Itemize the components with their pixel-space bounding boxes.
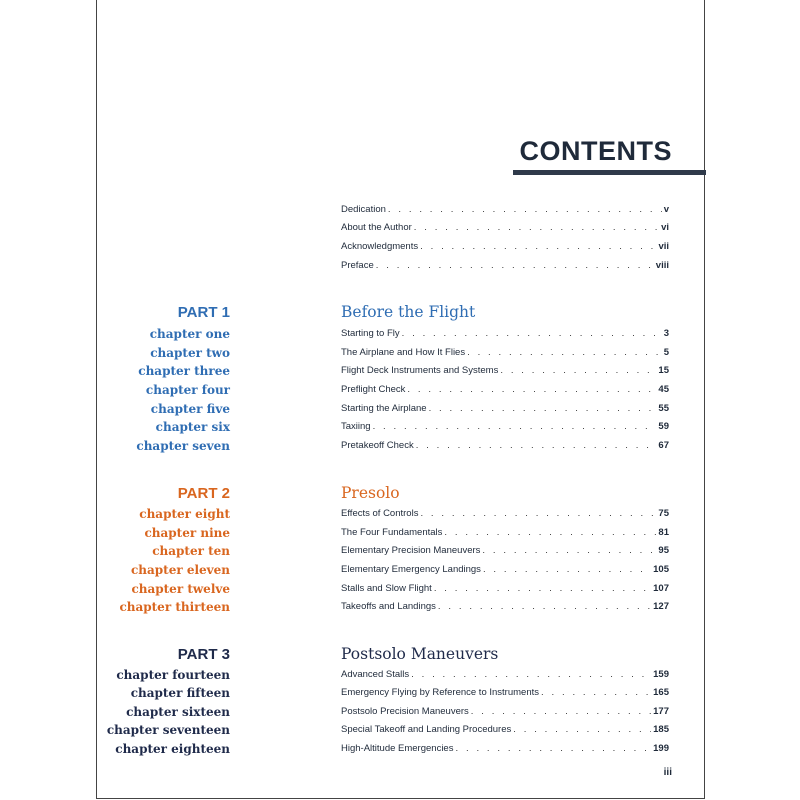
page-title: CONTENTS	[519, 136, 672, 166]
chapter-label: chapter eleven	[130, 563, 230, 577]
toc-entry-label: Preface	[341, 260, 374, 271]
dot-leader	[438, 601, 651, 612]
toc-page-number: 5	[663, 347, 669, 358]
toc-entry-label: Starting to Fly	[341, 328, 400, 339]
toc-entry-chapter	[341, 403, 669, 421]
chapter-label: chapter three	[138, 364, 230, 378]
toc-entry-chapter	[341, 564, 669, 582]
toc-entry-chapter	[341, 687, 669, 705]
dot-leader	[416, 440, 657, 451]
toc-page-number: 67	[658, 440, 669, 451]
toc-entry-chapter	[341, 384, 669, 402]
toc-page-number: vi	[661, 222, 669, 233]
dot-leader	[420, 508, 656, 519]
dot-leader	[455, 743, 651, 754]
toc-page-number: 95	[658, 545, 669, 556]
chapter-label: chapter five	[150, 402, 230, 416]
toc-page-number: 15	[658, 365, 669, 376]
chapter-label: chapter four	[145, 383, 230, 397]
toc-page-number: 55	[658, 403, 669, 414]
toc-entry-chapter	[341, 527, 669, 545]
toc-page-number: 105	[653, 564, 669, 575]
dot-leader	[513, 724, 651, 735]
dot-leader	[483, 564, 651, 575]
toc-entry-chapter	[341, 583, 669, 601]
dot-leader	[407, 384, 656, 395]
toc-page-number: 107	[653, 583, 669, 594]
dot-leader	[500, 365, 656, 376]
dot-leader	[482, 545, 656, 556]
toc-entry-chapter	[341, 724, 669, 742]
dot-leader	[376, 260, 654, 271]
dot-leader	[420, 241, 656, 252]
chapter-label: chapter fifteen	[130, 686, 230, 700]
toc-entry-label: About the Author	[341, 222, 412, 233]
chapter-label: chapter one	[149, 327, 230, 341]
toc-entry-label: Pretakeoff Check	[341, 440, 414, 451]
book-page	[96, 0, 705, 799]
toc-entry-label: Elementary Emergency Landings	[341, 564, 481, 575]
toc-entry-chapter	[341, 347, 669, 365]
toc-entry-label: Takeoffs and Landings	[341, 601, 436, 612]
title-underline	[513, 170, 706, 175]
toc-entry-dedication	[341, 204, 669, 222]
toc-entry-label: Starting the Airplane	[341, 403, 427, 414]
toc-page-number: viii	[655, 260, 669, 271]
toc-entry-label: Flight Deck Instruments and Systems	[341, 365, 499, 376]
dot-leader	[402, 328, 662, 339]
toc-entry-label: The Four Fundamentals	[341, 527, 443, 538]
toc-entry-label: Postsolo Precision Maneuvers	[341, 706, 469, 717]
chapter-label: chapter eight	[139, 507, 230, 521]
toc-page-number: 185	[653, 724, 669, 735]
chapter-label: chapter thirteen	[119, 600, 230, 614]
dot-leader	[373, 421, 657, 432]
toc-page-number: 127	[653, 601, 669, 612]
toc-entry-label: High-Altitude Emergencies	[341, 743, 454, 754]
toc-entry-label: Elementary Precision Maneuvers	[341, 545, 481, 556]
dot-leader	[444, 527, 656, 538]
chapter-label: chapter eighteen	[115, 742, 230, 756]
toc-page-number: 59	[658, 421, 669, 432]
dot-leader	[414, 222, 659, 233]
toc-page-number: 177	[653, 706, 669, 717]
chapter-label: chapter six	[155, 420, 230, 434]
chapter-label: chapter seventeen	[106, 723, 230, 737]
toc-page-number: 165	[653, 687, 669, 698]
dot-leader	[541, 687, 651, 698]
part-2-label: PART 2	[177, 485, 230, 502]
toc-entry-chapter	[341, 440, 669, 458]
toc-entry-label: Emergency Flying by Reference to Instruments	[341, 687, 540, 698]
part-3-label: PART 3	[177, 646, 230, 663]
chapter-label: chapter ten	[152, 544, 230, 558]
part-2-title: Presolo	[341, 484, 400, 502]
toc-entry-label: Advanced Stalls	[341, 669, 410, 680]
toc-entry-acknowledgments	[341, 241, 669, 259]
toc-entry-chapter	[341, 545, 669, 563]
toc-entry-label: Special Takeoff and Landing Procedures	[341, 724, 512, 735]
chapter-label: chapter two	[150, 346, 230, 360]
chapter-label: chapter nine	[144, 526, 230, 540]
toc-entry-chapter	[341, 669, 669, 687]
toc-entry-label: Stalls and Slow Flight	[341, 583, 432, 594]
toc-page-number: vii	[658, 241, 669, 252]
toc-entry-chapter	[341, 743, 669, 761]
toc-entry-chapter	[341, 421, 669, 439]
toc-entry-chapter	[341, 508, 669, 526]
toc-page-number: 45	[658, 384, 669, 395]
toc-entry-chapter	[341, 365, 669, 383]
toc-entry-chapter	[341, 328, 669, 346]
dot-leader	[471, 706, 651, 717]
chapter-label: chapter twelve	[131, 582, 230, 596]
toc-entry-label: Acknowledgments	[341, 241, 419, 252]
dot-leader	[429, 403, 657, 414]
toc-entry-label: The Airplane and How It Flies	[341, 347, 466, 358]
chapter-label: chapter sixteen	[126, 705, 230, 719]
toc-entry-label: Effects of Controls	[341, 508, 419, 519]
part-1-title: Before the Flight	[341, 303, 476, 321]
chapter-label: chapter seven	[136, 439, 230, 453]
toc-page-number: 199	[653, 743, 669, 754]
toc-page-number: 3	[663, 328, 669, 339]
part-1-label: PART 1	[177, 304, 230, 321]
dot-leader	[411, 669, 651, 680]
part-3-title: Postsolo Maneuvers	[341, 645, 499, 663]
toc-page-number: v	[663, 204, 669, 215]
dot-leader	[434, 583, 651, 594]
toc-entry-label: Dedication	[341, 204, 386, 215]
toc-page-number: 81	[658, 527, 669, 538]
toc-entry-label: Preflight Check	[341, 384, 406, 395]
dot-leader	[467, 347, 662, 358]
toc-entry-about-author	[341, 222, 669, 240]
toc-entry-chapter	[341, 601, 669, 619]
toc-entry-chapter	[341, 706, 669, 724]
page-number: iii	[663, 767, 672, 778]
toc-page-number: 159	[653, 669, 669, 680]
dot-leader	[388, 204, 662, 215]
toc-page-number: 75	[658, 508, 669, 519]
toc-entry-preface	[341, 260, 669, 278]
toc-entry-label: Taxiing	[341, 421, 371, 432]
chapter-label: chapter fourteen	[116, 668, 230, 682]
